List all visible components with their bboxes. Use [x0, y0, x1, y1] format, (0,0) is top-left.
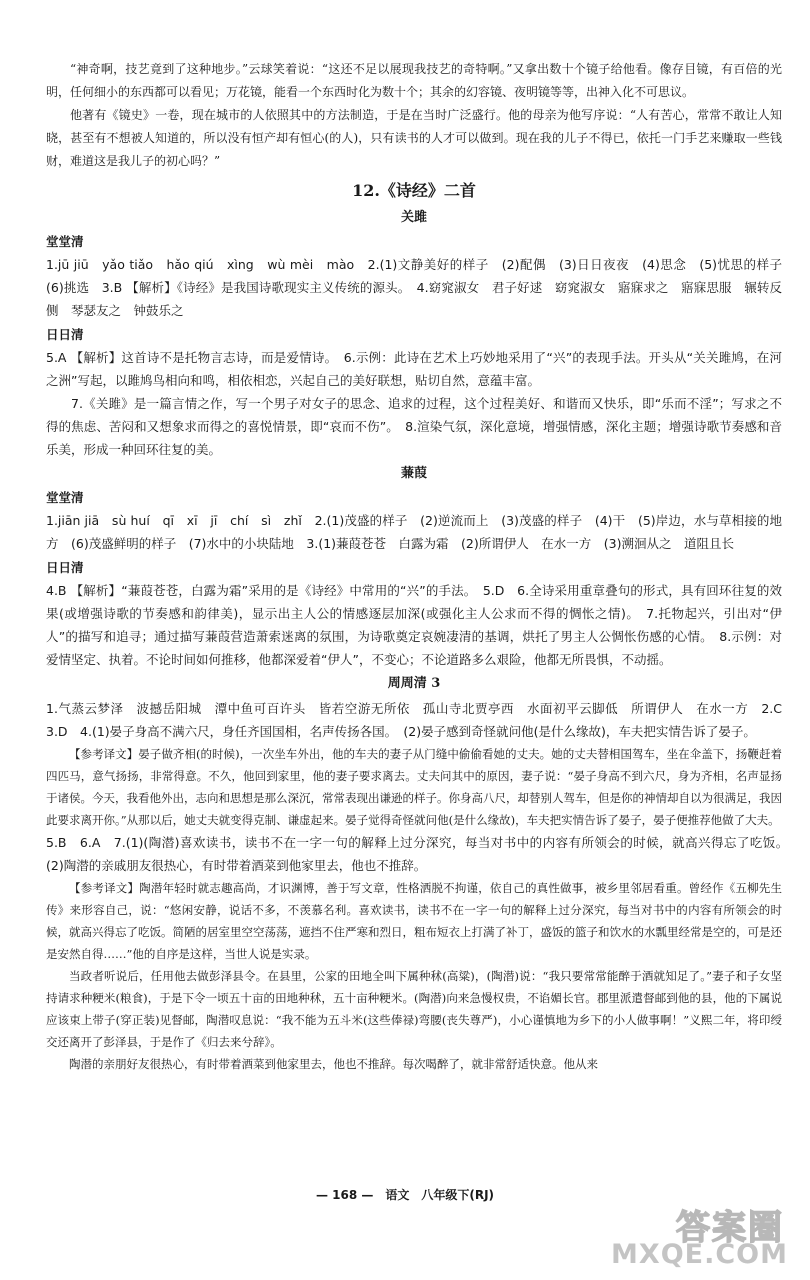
- translation-paragraph: “神奇啊，技艺竟到了这种地步。”云球笑着说：“这还不足以展现我技艺的奇特啊。”又拿出数十个镜子给他看。像存目镜，有百倍的光明，任何细小的东西都可以看见；万花镜，能看一个东西时化为数十个；其余的幻容镜、夜明镜等等，出神入化不可思议。: [46, 62, 782, 99]
- watermark: [611, 1200, 794, 1274]
- answer-block: 7.《关雎》是一篇言情之作，写一个男子对女子的思念、追求的过程，这个过程美好、和谐而又快乐，即“乐而不淫”；写求之不得的焦虑、苦闷和又想象求而得之的喜悦情景，即“哀而不伤”。 8.渲染气氛，深化意境，增强情感，深化主题；增强诗歌节奏感和音乐美，形成一种回环往复的美。: [46, 396, 782, 457]
- answer-block: 1.气蒸云梦泽 波撼岳阳城 潭中鱼可百许头 皆若空游无所依 孤山寺北贾亭西 水面初平云脚低 所谓伊人 在水一方 2.C 3.D 4.(1)晏子身高不满六尺，身任齐国国相，名声传扬各国。 (2)晏子感到奇怪就问他(是什么缘故)，车夫把实情告诉了晏子。: [46, 701, 795, 739]
- poem-title-guanju: 关雎: [400, 210, 427, 225]
- reference-translation: 陶潜的亲朋好友很热心，有时带着酒菜到他家里去，他也不推辞。每次喝醉了，就非常舒适快意。他从来: [69, 1057, 598, 1071]
- section-label-riri: 日日清: [46, 560, 84, 575]
- translation-paragraph: 他著有《镜史》一卷，现在城市的人依照其中的方法制造，于是在当时广泛盛行。他的母亲为他写序说：“人有苦心，常常不敢让人知晓，甚至有不想被人知道的，所以没有恒产却有恒心(的人)，只有读书的人才可以做到。现在我的儿子不得已，依托一门手艺来赚取一些钱财，难道这是我儿子的初心吗？”: [46, 108, 782, 168]
- section-label-tangtang: 堂堂清: [46, 234, 84, 249]
- watermark-url: MXQE.COM: [611, 1239, 788, 1270]
- lesson-title: 12.《诗经》二首: [352, 181, 476, 200]
- reference-translation: 【参考译文】晏子做齐相(的时候)，一次坐车外出，他的车夫的妻子从门缝中偷偷看她的丈夫。她的丈夫替相国驾车，坐在伞盖下，扬鞭赶着四匹马，意气扬扬，非常得意。不久，他回到家里，他的妻子要求离去。丈夫问其中的原因，妻子说：“晏子身高不到六尺，身为齐相，名声显扬于诸侯。今天，我看他外出，志向和思想是那么深沉，常常表现出谦逊的样子。你身高八尺，却替别人驾车，但是你的神情却自以为很满足，我因此要求离开你。”从那以后，她丈夫就变得克制、谦虚起来。晏子觉得奇怪就问他(是什么缘故)，车夫把实情告诉了晏子，晏子便推荐他做了大夫。: [46, 747, 782, 827]
- reference-translation: 当政者听说后，任用他去做彭泽县令。在县里，公家的田地全叫下属种秫(高粱)，(陶潜)说：“我只要常常能醉于酒就知足了。”妻子和子女坚持请求种粳米(粮食)，于是下令一顷五十亩的田地种秫，五十亩种粳米。(陶潜)向来急慢权贵，不谄媚长官。郡里派遣督邮到他的县，他的下属说应该束上带子(穿正装)见督邮，陶潜叹息说：“我不能为五斗米(这些俸禄)弯腰(丧失尊严)，小心谨慎地为乡下的小人做事啊！”义熙二年，将印绶交还离开了彭泽县，于是作了《归去来兮辞》。: [46, 969, 782, 1049]
- answer-block: 5.B 6.A 7.(1)(陶潜)喜欢读书，读书不在一字一句的解释上过分深究，每当对书中的内容有所领会的时候，就高兴得忘了吃饭。 (2)陶潜的亲戚朋友很热心，有时带着酒菜到他家里去，他也不推辞。: [46, 835, 795, 873]
- poem-title-jianjia: 蒹葭: [400, 466, 427, 481]
- answer-block: 1.jū jiū yǎo tiǎo hǎo qiú xìng wù mèi mào 2.(1)文静美好的样子 (2)配偶 (3)日日夜夜 (4)思念 (5)忧思的样子 (6)挑选 3.B 【解析】《诗经》是我国诗歌现实主义传统的源头。 4.窈窕淑女 君子好逑 窈窕淑女 寤寐求之 寤寐思服 辗转反侧 琴瑟友之 钟鼓乐之: [46, 257, 795, 318]
- section-label-tangtang: 堂堂清: [46, 490, 84, 505]
- answer-block: 5.A 【解析】这首诗不是托物言志诗，而是爱情诗。 6.示例：此诗在艺术上巧妙地采用了“兴”的表现手法。开头从“关关雎鸠，在河之洲”写起，以雎鸠鸟相向和鸣，相依相恋，兴起自己的美好联想，贴切自然，意蕴丰富。: [46, 350, 782, 388]
- section-label-riri: 日日清: [46, 327, 84, 342]
- answer-block: 1.jiān jiā sù huí qī xī jī chí sì zhǐ 2.(1)茂盛的样子 (2)逆流而上 (3)茂盛的样子 (4)干 (5)岸边，水与草相接的地方 (6)茂盛鲜明的样子 (7)水中的小块陆地 3.(1)蒹葭苍苍 白露为霜 (2)所谓伊人 在水一方 (3)溯洄从之 道阻且长: [46, 513, 782, 551]
- reference-translation: 【参考译文】陶潜年轻时就志趣高尚，才识渊博，善于写文章，性格洒脱不拘谨，依自己的真性做事，被乡里邻居看重。曾经作《五柳先生传》来形容自己，说：“悠闲安静，说话不多，不羡慕名利。喜欢读书，读书不在一字一句的解释上过分深究，每当对书中的内容有所领会的时候，就高兴得忘了吃饭。简陋的居室里空空荡荡，遮挡不住严寒和烈日，粗布短衣上打满了补丁，盛饭的篮子和饮水的水瓢里经常是空的，可是还是安然自得……”他的自序是这样，当世人说是实录。: [46, 881, 782, 961]
- watermark-logo: 答案圈: [676, 1208, 784, 1248]
- answer-block: 4.B 【解析】“蒹葭苍苍，白露为霜”采用的是《诗经》中常用的“兴”的手法。 5.D 6.全诗采用重章叠句的形式，具有回环往复的效果(或增强诗歌的节奏感和韵律美)，显示出主人公的情感逐层加深(或强化主人公求而不得的惆怅之情)。 7.托物起兴，引出对“伊人”的描写和追寻；通过描写蒹葭营造萧索迷离的氛围，为诗歌奠定哀婉凄清的基调，烘托了男主人公惆怅伤感的心情。 8.示例：对爱情坚定、执着。不论时间如何推移，他都深爱着“伊人”，不变心；不论道路多么艰险，他都无所畏惧，不动摇。: [46, 583, 782, 667]
- page-footer: — 168 — 语文 八年级下(RJ): [315, 1188, 495, 1202]
- weekly-test-title: 周周清 3: [387, 676, 441, 691]
- document-page: [46, 58, 795, 1075]
